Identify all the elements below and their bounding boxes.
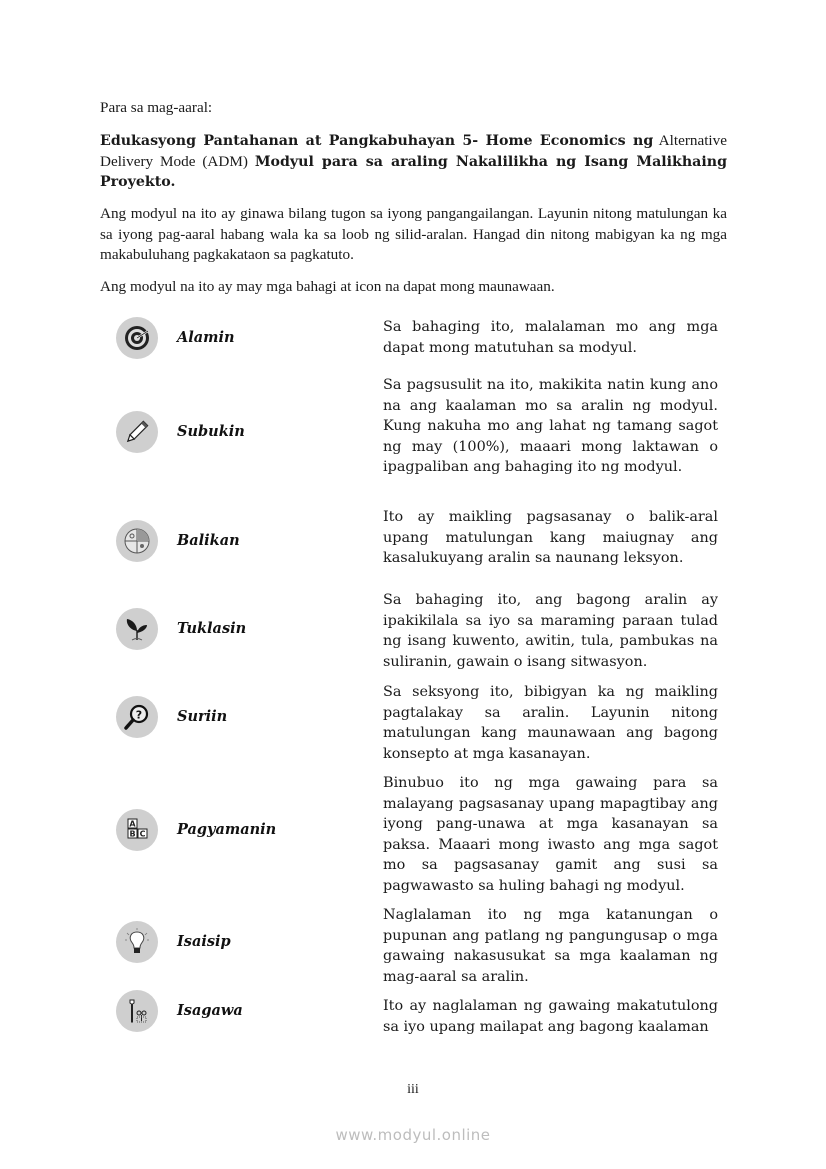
greeting: Para sa mag-aaral: xyxy=(100,99,213,116)
section-label: Alamin xyxy=(177,329,235,346)
svg-text:?: ? xyxy=(135,708,143,722)
module-title xyxy=(100,131,727,193)
section-description: Sa pagsusulit na ito, makikita natin kung ano na ang kaalaman mo sa aralin ng modyul. Kung nakuha mo ang lahat ng tamang sagot ng may (100%), maaari mong laktawan o ipagpaliban ang bahaging ito ng modyul. xyxy=(383,377,718,476)
title-bold-1: Edukasyong Pantahanan at Pangkabuhayan 5- Home Economics ng xyxy=(100,133,654,149)
sprout-icon xyxy=(116,608,158,650)
svg-text:A: A xyxy=(129,819,136,829)
section-label: Suriin xyxy=(177,708,228,725)
section-description: Sa bahaging ito, ang bagong aralin ay ipakikilala sa iyo sa maraming paraan tulad ng isang kuwento, awitin, tula, pambukas na suliranin, gawain o isang sitwasyon. xyxy=(383,592,718,670)
title-normal: Alternative Delivery Mode (ADM) xyxy=(100,132,727,170)
watermark: www.modyul.online xyxy=(335,1126,491,1144)
svg-text:B: B xyxy=(129,829,136,839)
section-description: Ito ay naglalaman ng gawaing makatutulong sa iyo upang mailapat ang bagong kaalaman xyxy=(383,998,718,1035)
page-number: iii xyxy=(407,1082,419,1097)
section-description: Sa bahaging ito, malalaman mo ang mga dapat mong matutuhan sa modyul. xyxy=(383,319,718,356)
section-label: Isagawa xyxy=(177,1002,243,1019)
abc-blocks-icon xyxy=(116,809,158,851)
magnifier-question-icon xyxy=(116,696,158,738)
tools-icon xyxy=(116,990,158,1032)
section-description: Sa seksyong ito, bibigyan ka ng maikling pagtalakay sa aralin. Layunin nitong matulungan kang maunawaan ang bagong konsepto at mga kasanayan. xyxy=(383,684,718,762)
intro-paragraph: Ang modyul na ito ay ginawa bilang tugon sa iyong pangangailangan. Layunin nitong matulungan ka sa iyong pag-aaral habang wala ka sa loob ng silid-aralan. Hangad din nitong mabigyan ka ng mga makabuluhang pagkakataon sa pagkatuto. xyxy=(100,205,727,264)
section-label: Isaisip xyxy=(177,933,231,950)
icons-intro-paragraph: Ang modyul na ito ay may mga bahagi at icon na dapat mong maunawaan. xyxy=(100,278,555,295)
section-label: Tuklasin xyxy=(177,620,247,637)
puzzle-icon xyxy=(116,520,158,562)
section-description: Binubuo ito ng mga gawaing para sa malayang pagsasanay upang mapagtibay ang iyong pang-unawa at mga kasanayan sa paksa. Maaari mong iwasto ang mga sagot mo sa pagsasanay gamit ang susi sa pagwawasto sa huling bahagi ng modyul. xyxy=(383,775,718,894)
svg-text:C: C xyxy=(139,829,146,839)
section-description: Naglalaman ito ng mga katanungan o pupunan ang patlang ng pangungusap o mga gawaing nakasusukat sa mga kaalaman ng mag-aaral sa aralin. xyxy=(383,907,718,985)
pencil-icon xyxy=(116,411,158,453)
target-icon xyxy=(116,317,158,359)
lightbulb-icon xyxy=(116,921,158,963)
section-label: Balikan xyxy=(177,532,240,549)
section-description: Ito ay maikling pagsasanay o balik-aral upang matulungan kang maiugnay ang kasalukuyang aralin sa naunang leksyon. xyxy=(383,509,718,567)
title-bold-2: Modyul para sa araling Nakalilikha ng Isang Malikhaing Proyekto. xyxy=(100,153,728,191)
section-label: Subukin xyxy=(177,423,245,440)
section-label: Pagyamanin xyxy=(177,821,277,838)
